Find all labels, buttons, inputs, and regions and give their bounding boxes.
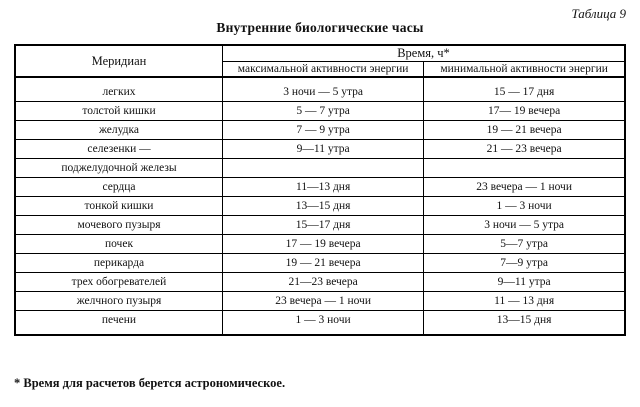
table-row bbox=[15, 216, 625, 235]
cell-min-activity: 17— 19 вечера bbox=[424, 102, 625, 121]
cell-max-activity: 1 — 3 ночи bbox=[223, 311, 424, 336]
page-title: Внутренние биологические часы bbox=[216, 20, 424, 35]
cell-max-activity: 3 ночи — 5 утра bbox=[223, 77, 424, 102]
cell-max-activity: 23 вечера — 1 ночи bbox=[223, 292, 424, 311]
cell-max-activity: 21—23 вечера bbox=[223, 273, 424, 292]
cell-meridian: желудка bbox=[15, 121, 223, 140]
cell-meridian: почек bbox=[15, 235, 223, 254]
table-header bbox=[15, 45, 625, 77]
cell-max-activity: 15—17 дня bbox=[223, 216, 424, 235]
cell-min-activity: 11 — 13 дня bbox=[424, 292, 625, 311]
cell-meridian: желчного пузыря bbox=[15, 292, 223, 311]
table-row bbox=[15, 178, 625, 197]
cell-min-activity: 13—15 дня bbox=[424, 311, 625, 336]
table-row bbox=[15, 140, 625, 159]
cell-max-activity: 5 — 7 утра bbox=[223, 102, 424, 121]
table-row bbox=[15, 197, 625, 216]
footnote-text: * Время для расчетов берется астрономическое. bbox=[14, 376, 286, 390]
cell-meridian: мочевого пузыря bbox=[15, 216, 223, 235]
biological-clock-table bbox=[14, 44, 626, 336]
cell-meridian: тонкой кишки bbox=[15, 197, 223, 216]
cell-min-activity: 3 ночи — 5 утра bbox=[424, 216, 625, 235]
cell-max-activity: 19 — 21 вечера bbox=[223, 254, 424, 273]
cell-min-activity: 21 — 23 вечера bbox=[424, 140, 625, 159]
cell-meridian: легких bbox=[15, 77, 223, 102]
table-row bbox=[15, 102, 625, 121]
cell-min-activity: 23 вечера — 1 ночи bbox=[424, 178, 625, 197]
cell-meridian: сердца bbox=[15, 178, 223, 197]
cell-min-activity: 5—7 утра bbox=[424, 235, 625, 254]
cell-max-activity bbox=[223, 159, 424, 178]
cell-max-activity: 11—13 дня bbox=[223, 178, 424, 197]
cell-max-activity: 17 — 19 вечера bbox=[223, 235, 424, 254]
cell-min-activity: 1 — 3 ночи bbox=[424, 197, 625, 216]
column-header-max-activity: максимальной активности энергии bbox=[223, 62, 424, 78]
column-header-min-activity: минимальной активности энергии bbox=[424, 62, 625, 78]
cell-max-activity: 13—15 дня bbox=[223, 197, 424, 216]
column-header-meridian: Меридиан bbox=[15, 45, 223, 77]
table-row bbox=[15, 311, 625, 336]
table-body bbox=[15, 77, 625, 335]
cell-meridian: толстой кишки bbox=[15, 102, 223, 121]
cell-meridian: печени bbox=[15, 311, 223, 336]
cell-min-activity: 7—9 утра bbox=[424, 254, 625, 273]
table-row bbox=[15, 273, 625, 292]
cell-max-activity: 9—11 утра bbox=[223, 140, 424, 159]
table-row bbox=[15, 292, 625, 311]
cell-meridian: селезенки — bbox=[15, 140, 223, 159]
cell-meridian: поджелудочной железы bbox=[15, 159, 223, 178]
cell-min-activity: 9—11 утра bbox=[424, 273, 625, 292]
cell-min-activity bbox=[424, 159, 625, 178]
cell-min-activity: 15 — 17 дня bbox=[424, 77, 625, 102]
table-row bbox=[15, 235, 625, 254]
cell-max-activity: 7 — 9 утра bbox=[223, 121, 424, 140]
column-header-time-group: Время, ч* bbox=[223, 45, 626, 62]
cell-min-activity: 19 — 21 вечера bbox=[424, 121, 625, 140]
cell-meridian: перикарда bbox=[15, 254, 223, 273]
table-row bbox=[15, 254, 625, 273]
table-row bbox=[15, 121, 625, 140]
header-row-top bbox=[15, 45, 625, 62]
table-row bbox=[15, 77, 625, 102]
table-row bbox=[15, 159, 625, 178]
table-number-label: Таблица 9 bbox=[571, 6, 626, 21]
cell-meridian: трех обогревателей bbox=[15, 273, 223, 292]
